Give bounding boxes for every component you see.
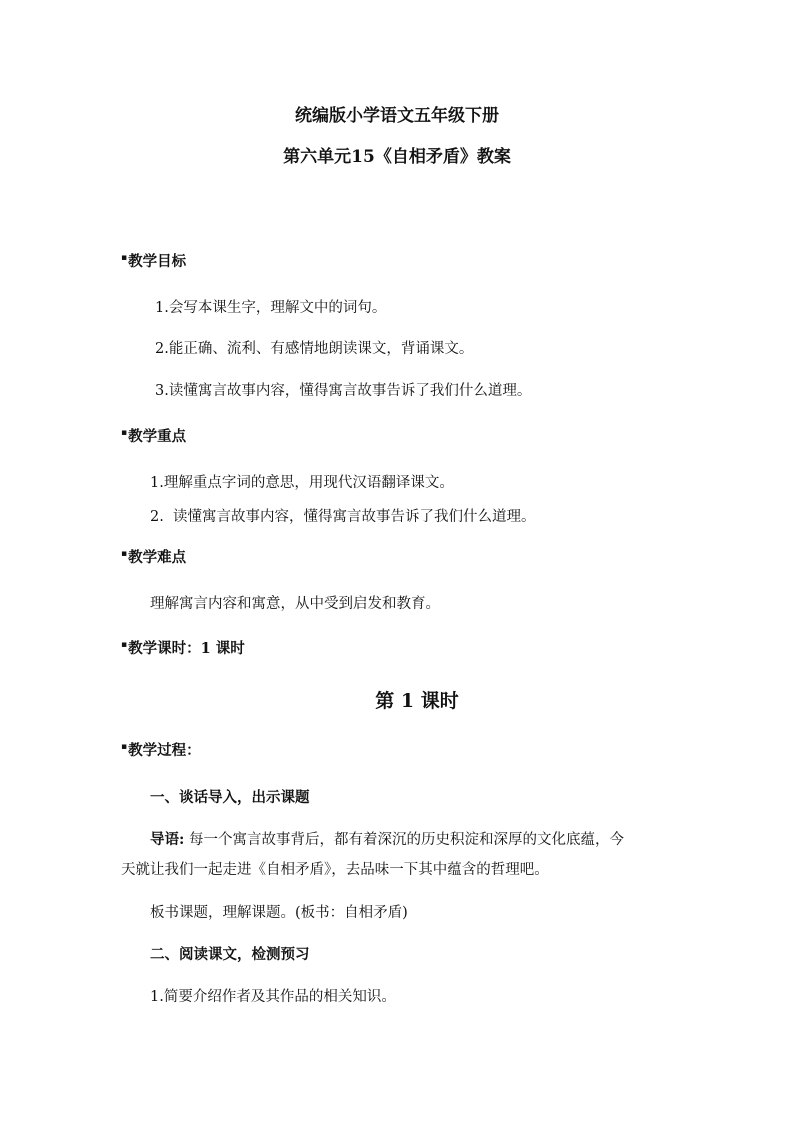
difficulties-heading-text: 教学难点: [128, 549, 187, 566]
bullet-icon: ▪: [121, 428, 128, 438]
bullet-icon: ▪: [121, 742, 128, 752]
process-heading-text: 教学过程：: [128, 742, 201, 759]
hours-heading: [121, 642, 245, 657]
objectives-heading-text: 教学目标: [128, 253, 187, 270]
objective-item-2: 2.能正确、流利、有感情地朗读课文，背诵课文。: [155, 341, 474, 357]
difficulties-heading: [121, 551, 186, 566]
lead-label: 导语:: [150, 831, 185, 848]
document-title: 统编版小学语文五年级下册: [295, 106, 499, 126]
objective-item-1: 1.会写本课生字，理解文中的词句。: [155, 300, 387, 316]
lead-paragraph-line-2: 天就让我们一起走进《自相矛盾》，去品味一下其中蕴含的哲理吧。: [121, 862, 549, 878]
key-point-item-2: 2. 读懂寓言故事内容，懂得寓言故事告诉了我们什么道理。: [150, 509, 536, 525]
key-points-heading: [121, 430, 186, 445]
section-2-title: 二、阅读课文，检测预习: [150, 946, 310, 963]
bullet-icon: ▪: [121, 253, 128, 263]
board-text: 板书课题，理解课题。(板书：自相矛盾): [150, 905, 408, 921]
hours-heading-text: 教学课时：1 课时: [128, 640, 245, 657]
objectives-heading: [121, 255, 186, 270]
key-point-item-1: 1.理解重点字词的意思，用现代汉语翻译课文。: [150, 475, 454, 491]
session-title: 第 1 课时: [375, 690, 459, 712]
bullet-icon: ▪: [121, 549, 128, 559]
document-subtitle: 第六单元15《自相矛盾》教案: [283, 147, 511, 167]
section-2-item-1: 1.简要介绍作者及其作品的相关知识。: [150, 989, 396, 1005]
bullet-icon: ▪: [121, 640, 128, 650]
objective-item-3: 3.读懂寓言故事内容，懂得寓言故事告诉了我们什么道理。: [155, 383, 532, 399]
section-1-title: 一、谈话导入，出示课题: [150, 789, 310, 806]
difficulties-text: 理解寓言内容和寓意，从中受到启发和教育。: [150, 596, 440, 612]
lead-text-line-1: 每一个寓言故事背后，都有着深沉的历史积淀和深厚的文化底蕴，今: [184, 832, 624, 848]
lead-paragraph-line-1: [150, 833, 624, 848]
key-points-heading-text: 教学重点: [128, 428, 187, 445]
process-heading: [121, 744, 201, 759]
